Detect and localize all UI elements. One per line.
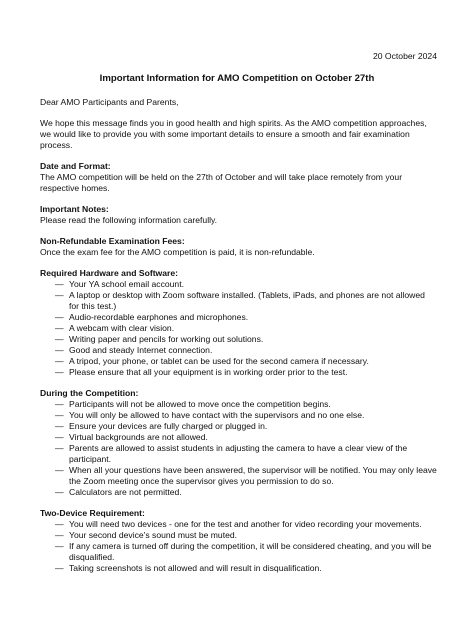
list-item — [40, 519, 437, 530]
date-format-heading: Date and Format: — [40, 161, 111, 171]
during-heading: During the Competition: — [40, 388, 139, 398]
bullet-dash: — — [55, 345, 64, 355]
list-item — [40, 345, 437, 356]
list-item-text: When all your questions have been answered, the supervisor will be notified. You may only leave the Zoom meeting once the supervisor gives you permission to do so. — [69, 465, 437, 486]
bullet-dash: — — [55, 465, 64, 475]
list-item — [40, 334, 437, 345]
list-item — [40, 323, 437, 334]
list-item-text: You will only be allowed to have contact with the supervisors and no one else. — [69, 410, 365, 420]
bullet-dash: — — [55, 334, 64, 344]
list-item — [40, 399, 437, 410]
bullet-dash: — — [55, 421, 64, 431]
list-item-text: Please ensure that all your equipment is in working order prior to the test. — [69, 367, 348, 377]
during-list — [40, 399, 437, 498]
list-item-text: Taking screenshots is not allowed and will result in disqualification. — [69, 563, 322, 573]
letter-body — [40, 97, 437, 574]
bullet-dash: — — [55, 356, 64, 366]
bullet-dash: — — [55, 563, 64, 573]
important-notes-heading: Important Notes: — [40, 204, 109, 214]
hardware-heading: Required Hardware and Software: — [40, 268, 179, 278]
bullet-dash: — — [55, 279, 64, 289]
bullet-dash: — — [55, 323, 64, 333]
list-item-text: If any camera is turned off during the competition, it will be considered cheating, and you will be disqualified. — [69, 541, 432, 562]
date-format-text: The AMO competition will be held on the 27th of October and will take place remotely from your respective homes. — [40, 172, 403, 193]
greeting: Dear AMO Participants and Parents, — [40, 97, 179, 107]
list-item-text: Writing paper and pencils for working out solutions. — [69, 334, 264, 344]
two-device-list — [40, 519, 437, 574]
fees-heading: Non-Refundable Examination Fees: — [40, 236, 185, 246]
list-item — [40, 443, 437, 465]
important-notes-text: Please read the following information carefully. — [40, 215, 218, 225]
list-item — [40, 432, 437, 443]
document-date: 20 October 2024 — [372, 51, 437, 61]
fees-text: Once the exam fee for the AMO competition is paid, it is non-refundable. — [40, 247, 315, 257]
list-item-text: Ensure your devices are fully charged or plugged in. — [69, 421, 268, 431]
list-item-text: A tripod, your phone, or tablet can be used for the second camera if necessary. — [69, 356, 369, 366]
list-item — [40, 410, 437, 421]
list-item-text: Participants will not be allowed to move once the competition begins. — [69, 399, 331, 409]
list-item — [40, 367, 437, 378]
list-item-text: Your second device's sound must be muted. — [69, 530, 238, 540]
list-item — [40, 312, 437, 323]
bullet-dash: — — [55, 530, 64, 540]
list-item — [40, 487, 437, 498]
bullet-dash: — — [55, 312, 64, 322]
list-item — [40, 279, 437, 290]
intro-paragraph: We hope this message finds you in good health and high spirits. As the AMO competition approaches, we would like to provide you with some important details to ensure a smooth and fair examination process. — [40, 118, 427, 150]
list-item — [40, 465, 437, 487]
hardware-list — [40, 279, 437, 378]
bullet-dash: — — [55, 487, 64, 497]
list-item — [40, 421, 437, 432]
document-title: Important Information for AMO Competition on October 27th — [99, 73, 375, 84]
two-device-heading: Two-Device Requirement: — [40, 508, 145, 518]
list-item-text: Your YA school email account. — [69, 279, 184, 289]
bullet-dash: — — [55, 541, 64, 551]
list-item-text: Calculators are not permitted. — [69, 487, 182, 497]
list-item-text: A laptop or desktop with Zoom software installed. (Tablets, iPads, and phones are not allowed for this test.) — [69, 290, 425, 311]
bullet-dash: — — [55, 410, 64, 420]
list-item-text: Virtual backgrounds are not allowed. — [69, 432, 208, 442]
list-item — [40, 541, 437, 563]
list-item-text: Good and steady Internet connection. — [69, 345, 213, 355]
bullet-dash: — — [55, 290, 64, 300]
list-item — [40, 356, 437, 367]
list-item-text: Audio-recordable earphones and microphones. — [69, 312, 249, 322]
list-item-text: Parents are allowed to assist students in adjusting the camera to have a clear view of the participant. — [69, 443, 408, 464]
list-item-text: A webcam with clear vision. — [69, 323, 175, 333]
bullet-dash: — — [55, 399, 64, 409]
bullet-dash: — — [55, 519, 64, 529]
bullet-dash: — — [55, 443, 64, 453]
list-item-text: You will need two devices - one for the test and another for video recording your movements. — [69, 519, 422, 529]
list-item — [40, 290, 437, 312]
list-item — [40, 530, 437, 541]
list-item — [40, 563, 437, 574]
bullet-dash: — — [55, 367, 64, 377]
bullet-dash: — — [55, 432, 64, 442]
